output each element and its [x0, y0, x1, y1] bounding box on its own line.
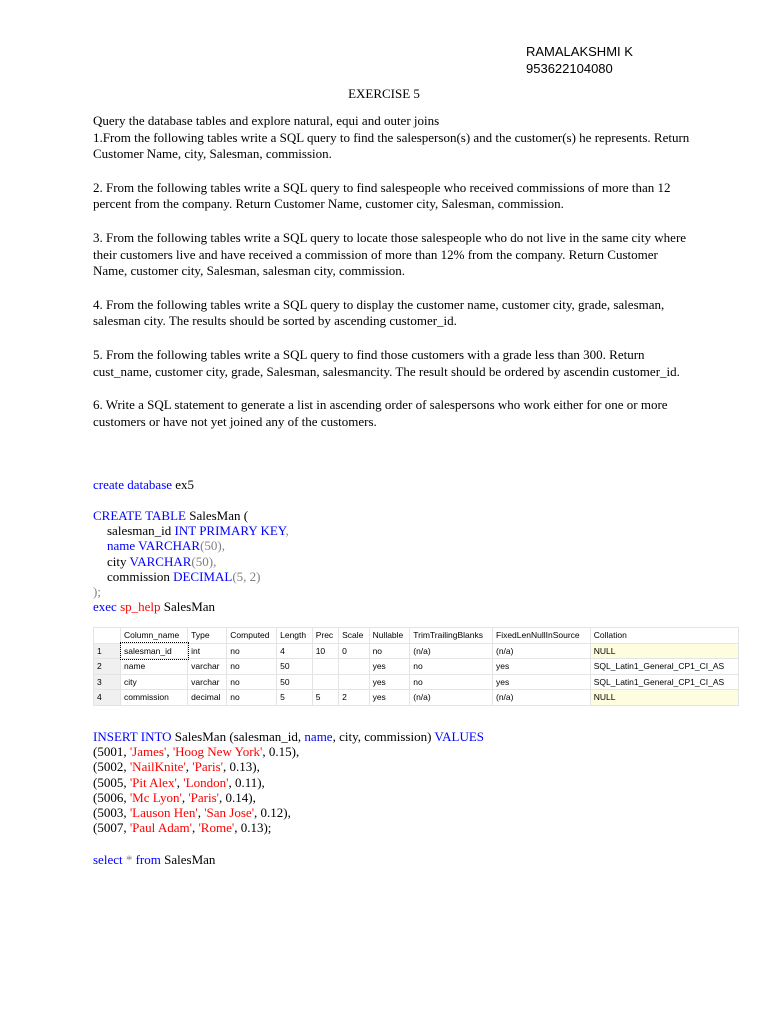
insert-statement — [93, 729, 484, 835]
grid-cell[interactable]: salesman_id — [121, 643, 188, 659]
question-3: 3. From the following tables write a SQL query to locate those salespeople who do not live in the same city where their customers live and have received a commission of more than 12% from the company. Return Customer Name, customer city, Salesman, salesman city, commission. — [93, 229, 687, 279]
create-table-statement: CREATE TABLE SalesMan ( salesman_id INT PRIMARY KEY, name VARCHAR(50), city VARCHAR(50), commission DECIMAL(5, 2) ); exec sp_help SalesMan — [93, 508, 289, 615]
question-2: 2. From the following tables write a SQL query to find salespeople who received commissions of more than 12 percent from the company. Return Customer Name, customer city, Salesman, commission. — [93, 179, 671, 212]
grid-header[interactable]: TrimTrailingBlanks — [410, 628, 493, 644]
page-title: EXERCISE 5 — [348, 86, 420, 101]
keyword: select — [93, 852, 123, 867]
question-6: 6. Write a SQL statement to generate a list in ascending order of salespersons who work either for one or more customers or have not yet joined any of the customers. — [93, 397, 668, 429]
column-type: VARCHAR — [126, 553, 192, 569]
row-number[interactable]: 2 — [94, 659, 121, 675]
grid-cell[interactable]: 5 — [277, 690, 313, 706]
row-number[interactable]: 1 — [94, 643, 121, 659]
grid-cell[interactable]: yes — [493, 674, 591, 690]
grid-cell[interactable]: 2 — [339, 690, 369, 706]
keyword: from — [135, 852, 161, 867]
values-row: (5005, 'Pit Alex', 'London', 0.11), — [93, 774, 265, 790]
grid-cell[interactable]: (n/a) — [493, 690, 591, 706]
column-type: DECIMAL — [169, 568, 233, 584]
grid-header-row — [94, 628, 739, 644]
grid-cell[interactable]: yes — [493, 659, 591, 675]
grid-cell[interactable] — [339, 659, 369, 675]
grid-header[interactable]: Collation — [590, 628, 738, 644]
column-length: (50), — [200, 538, 225, 554]
keyword: INSERT INTO — [93, 729, 172, 744]
question-1: 1.From the following tables write a SQL query to find the salesperson(s) and the customer(s) he represents. Return Customer Name, city, Salesman, commission. — [93, 129, 690, 162]
grid-header[interactable]: Length — [277, 628, 313, 644]
values-row: (5006, 'Mc Lyon', 'Paris', 0.14), — [93, 789, 256, 805]
grid-header[interactable]: Computed — [227, 628, 277, 644]
question-4: 4. From the following tables write a SQL query to display the customer name, customer city, grade, salesman, salesman city. The results should be sorted by ascending customer_id. — [93, 296, 665, 329]
grid-cell[interactable] — [339, 674, 369, 690]
select-statement — [93, 852, 215, 867]
grid-cell[interactable]: 4 — [277, 643, 313, 659]
grid-cell[interactable]: no — [227, 674, 277, 690]
grid-cell[interactable]: no — [227, 659, 277, 675]
grid-cell[interactable]: no — [227, 643, 277, 659]
grid-cell[interactable]: name — [121, 659, 188, 675]
grid-cell[interactable]: no — [227, 690, 277, 706]
grid-cell[interactable]: no — [410, 659, 493, 675]
question-list — [93, 113, 693, 447]
grid-cell[interactable]: 10 — [312, 643, 338, 659]
grid-header[interactable]: Column_name — [121, 628, 188, 644]
identifier: SalesMan ( — [185, 508, 249, 523]
sp-help-result-grid — [93, 627, 739, 706]
table-row[interactable] — [94, 674, 739, 690]
intro-text: Query the database tables and explore natural, equi and outer joins — [93, 113, 440, 128]
grid-cell[interactable] — [312, 659, 338, 675]
values-row: (5007, 'Paul Adam', 'Rome', 0.13); — [93, 820, 272, 836]
grid-cell[interactable]: NULL — [590, 643, 738, 659]
table-row[interactable] — [94, 643, 739, 659]
table-row[interactable] — [94, 690, 739, 706]
author-id: 953622104080 — [526, 61, 613, 76]
keyword: exec — [93, 599, 117, 615]
question-5: 5. From the following tables write a SQL query to find those customers with a grade less than 300. Return cust_name, customer city, grade, Salesman, salesmancity. The result should be ordered by ascendin customer_id. — [93, 346, 680, 379]
grid-corner — [94, 628, 121, 644]
row-number[interactable]: 3 — [94, 674, 121, 690]
grid-header[interactable]: Nullable — [369, 628, 410, 644]
grid-cell[interactable]: 0 — [339, 643, 369, 659]
grid-cell[interactable]: city — [121, 674, 188, 690]
grid-header[interactable]: FixedLenNullInSource — [493, 628, 591, 644]
identifier: ex5 — [172, 477, 195, 492]
close-paren: ); — [93, 584, 101, 600]
grid-header[interactable]: Type — [188, 628, 227, 644]
column-name: salesman_id — [107, 523, 172, 539]
author-block — [526, 43, 633, 77]
row-number[interactable]: 4 — [94, 690, 121, 706]
column-name: name — [107, 538, 136, 554]
grid-header[interactable]: Prec — [312, 628, 338, 644]
grid-cell[interactable]: SQL_Latin1_General_CP1_CI_AS — [590, 659, 738, 675]
column-type: INT PRIMARY KEY — [171, 523, 286, 539]
column-name: city — [107, 553, 127, 569]
table-row[interactable] — [94, 659, 739, 675]
grid-cell[interactable]: yes — [369, 674, 410, 690]
grid-cell[interactable]: yes — [369, 690, 410, 706]
identifier: SalesMan (salesman_id, — [171, 729, 305, 744]
procedure-name: sp_help — [116, 599, 161, 615]
grid-cell[interactable]: no — [410, 674, 493, 690]
identifier: SalesMan — [160, 852, 216, 867]
grid-cell[interactable]: no — [369, 643, 410, 659]
author-name: RAMALAKSHMI K — [526, 44, 633, 59]
values-row: (5003, 'Lauson Hen', 'San Jose', 0.12), — [93, 805, 291, 821]
create-database-statement — [93, 477, 194, 492]
grid-cell[interactable]: decimal — [188, 690, 227, 706]
grid-cell[interactable] — [312, 674, 338, 690]
grid-cell[interactable]: 5 — [312, 690, 338, 706]
column-type: VARCHAR — [135, 538, 201, 554]
identifier: , city, commission) — [332, 729, 435, 744]
grid-cell[interactable]: 50 — [277, 674, 313, 690]
column-length: (50), — [191, 553, 217, 569]
keyword: VALUES — [434, 729, 485, 744]
column-name: commission — [107, 568, 170, 584]
grid-cell[interactable]: varchar — [188, 674, 227, 690]
grid-cell[interactable]: NULL — [590, 690, 738, 706]
values-row: (5001, 'James', 'Hoog New York', 0.15), — [93, 744, 300, 760]
grid-cell[interactable]: (n/a) — [493, 643, 591, 659]
grid-cell[interactable]: yes — [369, 659, 410, 675]
keyword: create database — [93, 477, 173, 492]
grid-header[interactable]: Scale — [339, 628, 369, 644]
column-name: name — [304, 729, 333, 744]
grid-cell[interactable]: varchar — [188, 659, 227, 675]
identifier: SalesMan — [160, 599, 216, 615]
grid-cell[interactable]: 50 — [277, 659, 313, 675]
grid-cell[interactable]: (n/a) — [410, 643, 493, 659]
column-length: (5, 2) — [232, 568, 261, 584]
grid-cell[interactable]: commission — [121, 690, 188, 706]
grid-cell[interactable]: (n/a) — [410, 690, 493, 706]
star-operator: * — [122, 852, 136, 867]
grid-cell[interactable]: SQL_Latin1_General_CP1_CI_AS — [590, 674, 738, 690]
keyword: CREATE TABLE — [93, 508, 186, 523]
grid-cell[interactable]: int — [188, 643, 227, 659]
values-row: (5002, 'NailKnite', 'Paris', 0.13), — [93, 759, 260, 775]
